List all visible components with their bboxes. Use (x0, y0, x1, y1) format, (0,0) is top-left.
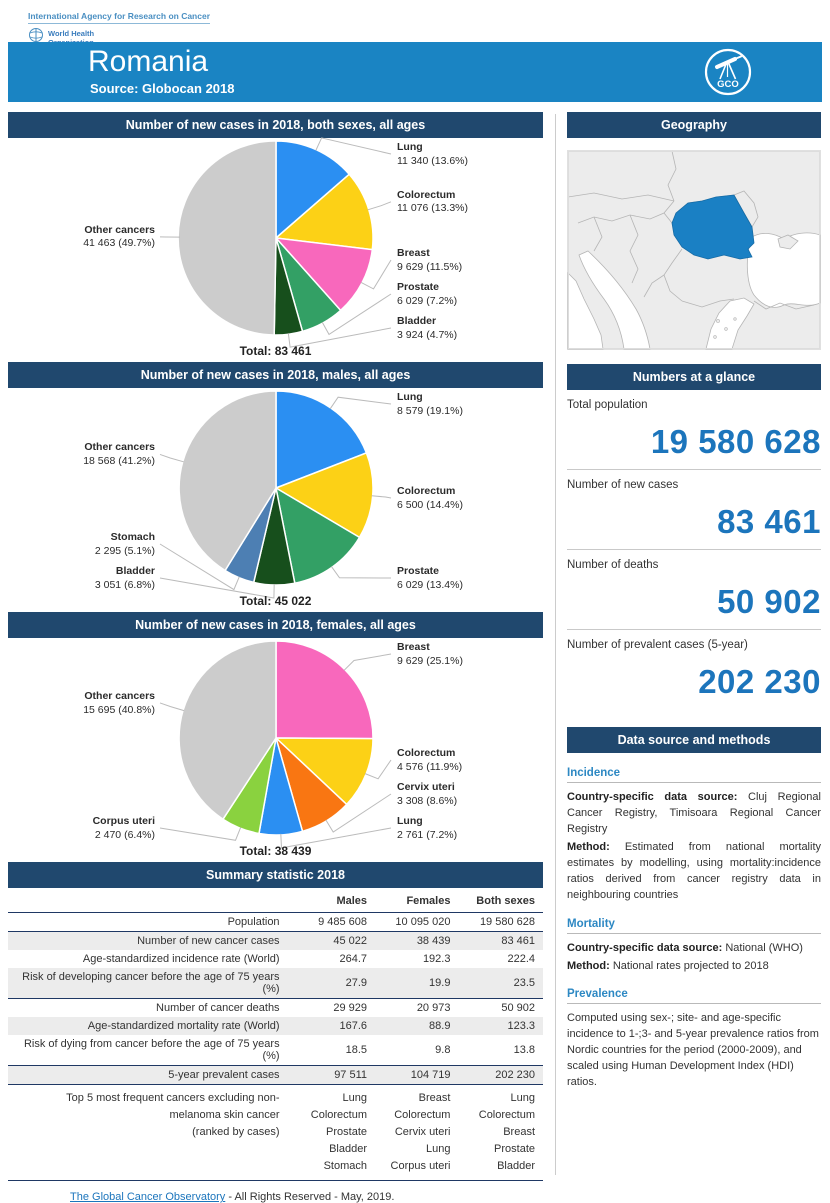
pie-slice-value: 11 076 (13.3%) (397, 202, 468, 216)
datasource-section-heading: Mortality (567, 918, 821, 934)
glance-label: Number of new cases (567, 479, 821, 491)
top5-cancer: Lung (466, 1090, 535, 1107)
table-row (8, 932, 543, 951)
datasource-entry: Method: National rates projected to 2018 (567, 959, 821, 975)
info-column (567, 112, 821, 1093)
row-label: Number of cancer deaths (8, 999, 292, 1018)
top5-cancer: Colorectum (466, 1107, 535, 1124)
footer (70, 1191, 543, 1203)
pie-slice-value: 6 029 (13.4%) (397, 579, 463, 593)
row-value: 20 973 (375, 999, 458, 1018)
label-leader-line (316, 138, 391, 154)
row-label: Risk of dying from cancer before the age of 75 years (%) (8, 1035, 292, 1066)
pie-slice-value: 41 463 (49.7%) (83, 237, 155, 251)
pie-svg (8, 388, 543, 588)
row-value: 50 902 (458, 999, 543, 1018)
who-name-line1: World Health (48, 29, 94, 38)
europe-map (567, 150, 821, 350)
top5-list (458, 1085, 543, 1181)
pie-chart-section (8, 612, 543, 862)
row-value: 18.5 (292, 1035, 375, 1066)
table-row (8, 1066, 543, 1085)
pie-slice-name: Other cancers (83, 224, 155, 238)
pie-slice-value: 3 308 (8.6%) (397, 795, 457, 809)
datasource-section (567, 767, 821, 904)
gco-text: GCO (717, 79, 739, 90)
row-value: 202 230 (458, 1066, 543, 1085)
datasource-entry-label: Country-specific data source: (567, 791, 748, 803)
pie-slice-name: Bladder (397, 315, 457, 329)
pie-slice-name: Other cancers (83, 441, 155, 455)
pie-slice-name: Bladder (95, 565, 155, 579)
pie-svg (8, 638, 543, 838)
row-value: 9.8 (375, 1035, 458, 1066)
row-label: Age-standardized mortality rate (World) (8, 1017, 292, 1035)
datasource-entry-label: Method: (567, 960, 613, 972)
pie-slice-name: Breast (397, 247, 462, 261)
row-value: 27.9 (292, 968, 375, 999)
glance-label: Number of deaths (567, 559, 821, 571)
pie-slice-value: 9 629 (11.5%) (397, 261, 462, 275)
gco-logo-icon (702, 46, 754, 103)
pie-slice-value: 9 629 (25.1%) (397, 655, 463, 669)
datasource-section-heading: Incidence (567, 767, 821, 783)
label-leader-line (330, 397, 391, 409)
row-label: Risk of developing cancer before the age of 75 years (%) (8, 968, 292, 999)
row-value: 13.8 (458, 1035, 543, 1066)
table-row (8, 999, 543, 1018)
chart-header: Number of new cases in 2018, females, all ages (8, 612, 543, 638)
row-value: 45 022 (292, 932, 375, 951)
pie-slice-value: 3 051 (6.8%) (95, 579, 155, 593)
top5-label-line: (ranked by cases) (16, 1124, 280, 1141)
table-header-row (8, 888, 543, 913)
gco-footer-link[interactable]: The Global Cancer Observatory (70, 1191, 225, 1203)
source-label: Source: Globocan 2018 (90, 81, 235, 96)
pie-slice-value: 2 761 (7.2%) (397, 829, 457, 843)
datasource-entry-label: Method: (567, 841, 625, 853)
row-value: 123.3 (458, 1017, 543, 1035)
pie-slice-value: 8 579 (19.1%) (397, 405, 463, 419)
datasource-entry: Computed using sex-; site- and age-specific incidence to 1-;3- and 5-year prevalence ratios from Nordic countries for the period (2000-2009), and scaled using Human Development Index (HDI) ratios. (567, 1011, 821, 1091)
row-label: Population (8, 913, 292, 932)
label-leader-line (372, 496, 391, 498)
row-value: 23.5 (458, 968, 543, 999)
glance-value: 202 230 (567, 663, 821, 701)
chart-total: Total: 83 461 (8, 344, 543, 358)
top5-cancer: Lung (383, 1141, 450, 1158)
pie-slice-name: Breast (397, 641, 463, 655)
column-divider (555, 114, 556, 1175)
glance-item (567, 630, 821, 709)
pie-slice-breast (276, 641, 373, 739)
pie-chart (8, 388, 543, 612)
table-row (8, 968, 543, 999)
country-banner (8, 42, 822, 102)
top5-list (375, 1085, 458, 1181)
pie-slice-name: Prostate (397, 281, 457, 295)
row-label: 5-year prevalent cases (8, 1066, 292, 1085)
row-value: 19 580 628 (458, 913, 543, 932)
pie-slice-value: 18 568 (41.2%) (83, 455, 155, 469)
label-leader-line (160, 703, 184, 711)
row-label: Age-standardized incidence rate (World) (8, 950, 292, 968)
datasource-entry: Country-specific data source: National (WHO) (567, 941, 821, 957)
row-value: 88.9 (375, 1017, 458, 1035)
pie-slice-value: 3 924 (4.7%) (397, 329, 457, 343)
pie-slice-value: 15 695 (40.8%) (83, 704, 155, 718)
pie-slice-name: Stomach (95, 531, 155, 545)
pie-chart-section (8, 112, 543, 362)
row-value: 264.7 (292, 950, 375, 968)
datasource-section-heading: Prevalence (567, 988, 821, 1004)
chart-total: Total: 45 022 (8, 594, 543, 608)
pie-slice-value: 6 029 (7.2%) (397, 295, 457, 309)
glance-value: 19 580 628 (567, 423, 821, 461)
glance-label: Number of prevalent cases (5-year) (567, 639, 821, 651)
label-leader-line (344, 654, 391, 670)
top5-cancer: Breast (466, 1124, 535, 1141)
glance-item (567, 470, 821, 550)
glance-value: 50 902 (567, 583, 821, 621)
top5-label-line: Top 5 most frequent cancers excluding non-melanoma skin cancer (16, 1090, 280, 1124)
table-row (8, 913, 543, 932)
label-leader-line (368, 202, 391, 210)
row-value: 167.6 (292, 1017, 375, 1035)
datasource-entry-label: Country-specific data source: (567, 942, 725, 954)
pie-slice-name: Lung (397, 815, 457, 829)
datasource-header: Data source and methods (567, 727, 821, 753)
datasource-section (567, 918, 821, 975)
row-value: 222.4 (458, 950, 543, 968)
glance-label: Total population (567, 399, 821, 411)
top5-cancer: Colorectum (383, 1107, 450, 1124)
summary-table (8, 888, 543, 1181)
row-value: 192.3 (375, 950, 458, 968)
pie-slice-value: 2 295 (5.1%) (95, 545, 155, 559)
label-leader-line (331, 566, 391, 578)
glance-header: Numbers at a glance (567, 364, 821, 390)
column-header: Females (375, 888, 458, 913)
row-label: Number of new cancer cases (8, 932, 292, 951)
datasource-entry: Country-specific data source: Cluj Regional Cancer Registry, Timisoara Regional Cancer Registry (567, 790, 821, 838)
top5-cancer: Prostate (300, 1124, 367, 1141)
iarc-logo-text: International Agency for Research on Cancer (28, 11, 210, 24)
chart-header: Number of new cases in 2018, males, all ages (8, 362, 543, 388)
glance-value: 83 461 (567, 503, 821, 541)
pie-slice-name: Lung (397, 391, 463, 405)
pie-chart (8, 638, 543, 862)
pie-slice-value: 2 470 (6.4%) (93, 829, 155, 843)
top-logo-bar (0, 0, 830, 42)
top5-row (8, 1085, 543, 1181)
table-row (8, 950, 543, 968)
row-value: 38 439 (375, 932, 458, 951)
row-value: 19.9 (375, 968, 458, 999)
pie-slice-other-cancers (178, 141, 276, 335)
pie-slice-value: 4 576 (11.9%) (397, 761, 462, 775)
chart-total: Total: 38 439 (8, 844, 543, 858)
datasource-entry: Method: Estimated from national mortality estimates by modelling, using mortality:incidence ratios derived from cancer registry data in neighbouring countries (567, 840, 821, 904)
top5-cancer: Bladder (466, 1158, 535, 1175)
charts-column (8, 112, 543, 1203)
label-leader-line (160, 454, 184, 461)
top5-list (292, 1085, 375, 1181)
column-header (8, 888, 292, 913)
footer-text: - All Rights Reserved - May, 2019. (225, 1191, 394, 1203)
glance-item (567, 550, 821, 630)
row-value: 9 485 608 (292, 913, 375, 932)
column-header: Both sexes (458, 888, 543, 913)
summary-table-header: Summary statistic 2018 (8, 862, 543, 888)
pie-slice-name: Colorectum (397, 747, 462, 761)
pie-slice-name: Corpus uteri (93, 815, 155, 829)
datasource-section (567, 988, 821, 1091)
top5-cancer: Cervix uteri (383, 1124, 450, 1141)
label-leader-line (160, 827, 241, 840)
top5-cancer: Lung (300, 1090, 367, 1107)
top5-cancer: Corpus uteri (383, 1158, 450, 1175)
pie-chart-section (8, 362, 543, 612)
pie-slice-name: Cervix uteri (397, 781, 457, 795)
numbers-at-a-glance (567, 364, 821, 709)
pie-slice-value: 11 340 (13.6%) (397, 155, 468, 169)
row-value: 104 719 (375, 1066, 458, 1085)
chart-header: Number of new cases in 2018, both sexes, all ages (8, 112, 543, 138)
row-value: 83 461 (458, 932, 543, 951)
top5-cancer: Colorectum (300, 1107, 367, 1124)
row-value: 97 511 (292, 1066, 375, 1085)
table-row (8, 1017, 543, 1035)
column-header: Males (292, 888, 375, 913)
row-value: 10 095 020 (375, 913, 458, 932)
pie-chart (8, 138, 543, 362)
country-title: Romania (88, 45, 208, 79)
pie-slice-name: Colorectum (397, 189, 468, 203)
top5-cancer: Bladder (300, 1141, 367, 1158)
pie-slice-value: 6 500 (14.4%) (397, 499, 463, 513)
top5-label (8, 1085, 292, 1181)
top5-cancer: Breast (383, 1090, 450, 1107)
pie-slice-name: Colorectum (397, 485, 463, 499)
pie-slice-name: Prostate (397, 565, 463, 579)
glance-item (567, 390, 821, 470)
geography-header: Geography (567, 112, 821, 138)
table-row (8, 1035, 543, 1066)
row-value: 29 929 (292, 999, 375, 1018)
pie-svg (8, 138, 543, 338)
pie-slice-name: Lung (397, 141, 468, 155)
data-source-and-methods (567, 727, 821, 1091)
top5-cancer: Stomach (300, 1158, 367, 1175)
top5-cancer: Prostate (466, 1141, 535, 1158)
pie-slice-name: Other cancers (83, 690, 155, 704)
